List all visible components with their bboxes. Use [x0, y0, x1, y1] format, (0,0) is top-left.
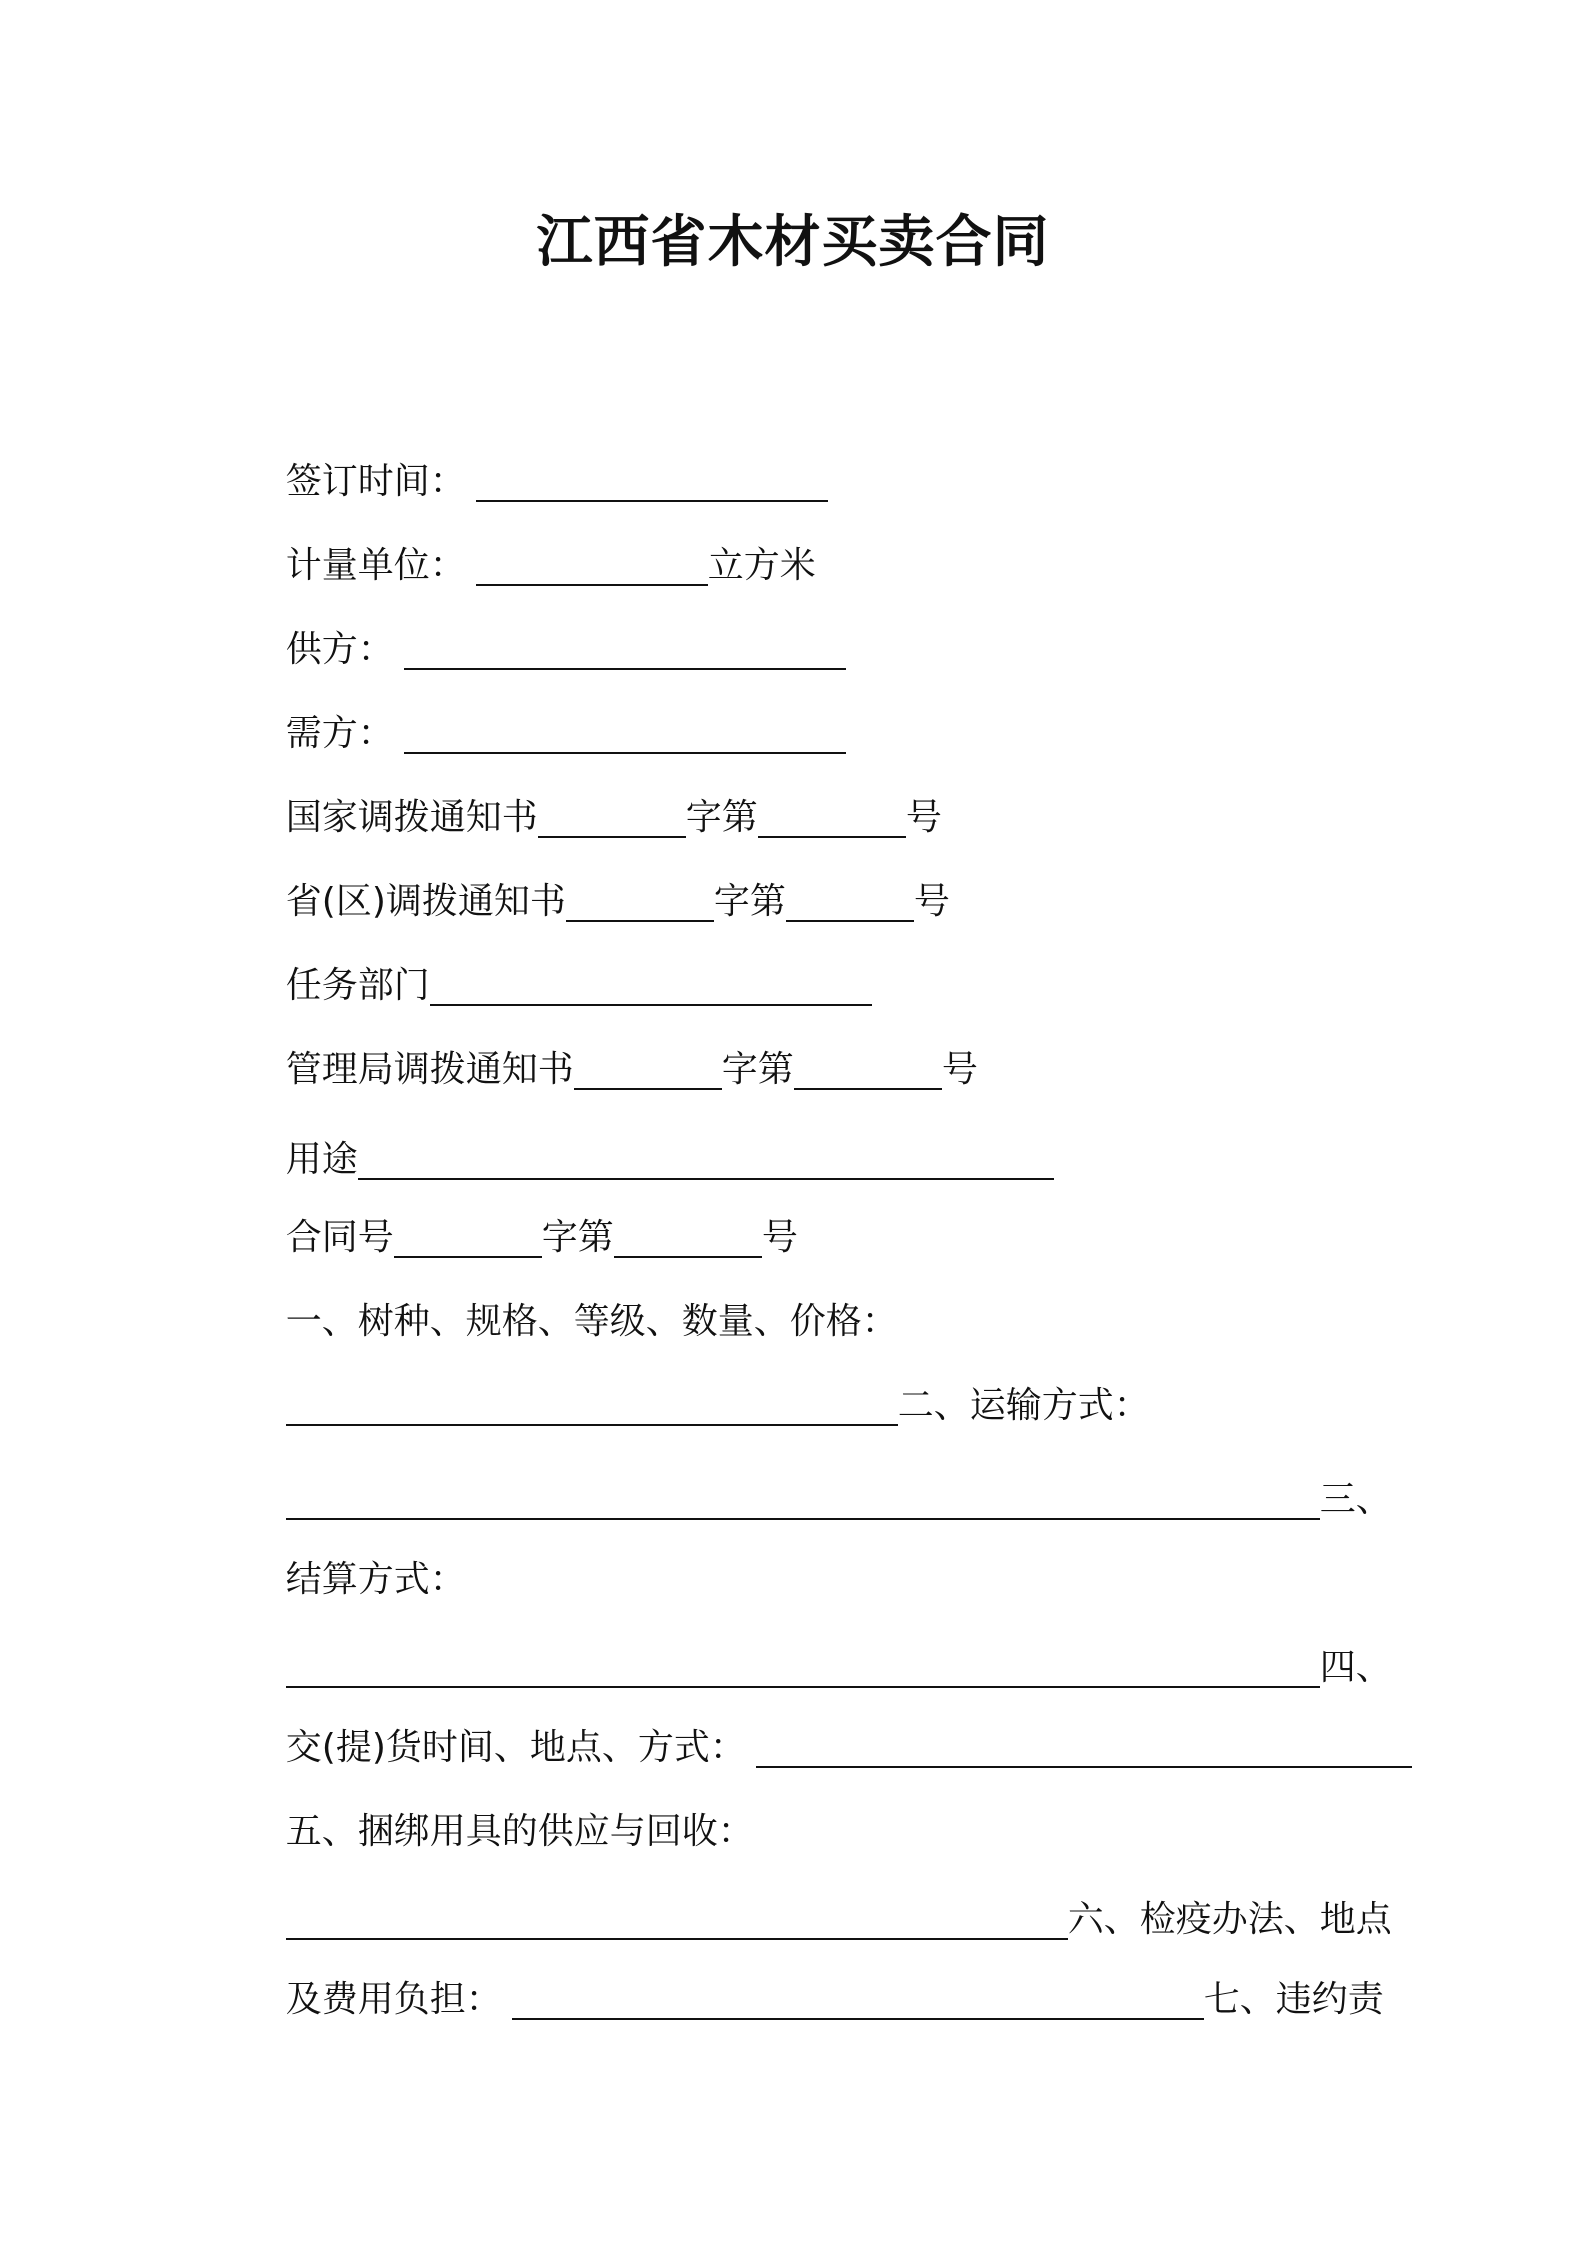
section-3-line — [240, 1428, 1392, 1520]
measurement-unit-label: 计量单位： — [285, 545, 466, 586]
buyer-line — [240, 662, 846, 754]
bureau-allocation-hao: 号 — [941, 1049, 978, 1090]
document-title: 江西省木材买卖合同 — [536, 210, 1050, 275]
delivery-line — [240, 1676, 1412, 1768]
settlement-method-text: 结算方式： — [285, 1559, 466, 1600]
contract-number-zi-di: 字第 — [541, 1217, 614, 1258]
section-1-heading — [240, 1250, 898, 1342]
task-department-label: 任务部门 — [285, 965, 430, 1006]
section-3-prefix: 三、 — [1319, 1479, 1392, 1520]
delivery-label: 交(提)货时间、地点、方式： — [285, 1727, 746, 1768]
supplier-line — [240, 578, 846, 670]
national-allocation-notice-line — [240, 746, 942, 838]
section-5-heading — [240, 1760, 754, 1852]
section-6-text: 六、检疫办法、地点 — [1067, 1899, 1392, 1940]
measurement-unit-line — [240, 494, 816, 586]
buyer-label: 需方： — [285, 713, 394, 754]
task-department-line — [240, 914, 872, 1006]
section-6-line — [240, 1848, 1392, 1940]
provincial-allocation-label: 省(区)调拨通知书 — [285, 881, 566, 922]
cost-bearing-blank[interactable] — [512, 1980, 1204, 2020]
bureau-allocation-zi-di: 字第 — [721, 1049, 794, 1090]
contract-number-label: 合同号 — [285, 1217, 394, 1258]
section-7-line — [240, 1928, 1384, 2020]
national-allocation-zi-di: 字第 — [685, 797, 758, 838]
section-1-content-blank[interactable] — [286, 1386, 898, 1426]
bureau-allocation-notice-line — [240, 998, 978, 1090]
section-4-line — [240, 1596, 1392, 1688]
bureau-allocation-number-blank[interactable] — [794, 1050, 942, 1090]
provincial-allocation-hao: 号 — [913, 881, 950, 922]
settlement-method-line — [240, 1508, 466, 1600]
cost-bearing-label: 及费用负担： — [285, 1979, 502, 2020]
section-5-text: 五、捆绑用具的供应与回收： — [285, 1811, 754, 1852]
national-allocation-label: 国家调拨通知书 — [285, 797, 538, 838]
section-4-prefix: 四、 — [1319, 1647, 1392, 1688]
purpose-line — [240, 1088, 1054, 1180]
delivery-blank[interactable] — [756, 1728, 1412, 1768]
section-2-text: 二、运输方式： — [897, 1385, 1150, 1426]
section-2-line — [240, 1334, 1150, 1426]
purpose-label: 用途 — [285, 1139, 358, 1180]
signing-time-label: 签订时间： — [285, 461, 466, 502]
section-7-text: 七、违约责 — [1203, 1979, 1384, 2020]
supplier-label: 供方： — [285, 629, 394, 670]
bureau-allocation-prefix-blank[interactable] — [574, 1050, 722, 1090]
signing-time-line — [240, 410, 828, 502]
measurement-unit-suffix: 立方米 — [707, 545, 816, 586]
section-1-text: 一、树种、规格、等级、数量、价格： — [285, 1301, 898, 1342]
national-allocation-hao: 号 — [905, 797, 942, 838]
contract-number-line — [240, 1166, 798, 1258]
provincial-allocation-notice-line — [240, 830, 950, 922]
provincial-allocation-zi-di: 字第 — [713, 881, 786, 922]
contract-number-hao: 号 — [761, 1217, 798, 1258]
bureau-allocation-label: 管理局调拨通知书 — [285, 1049, 574, 1090]
